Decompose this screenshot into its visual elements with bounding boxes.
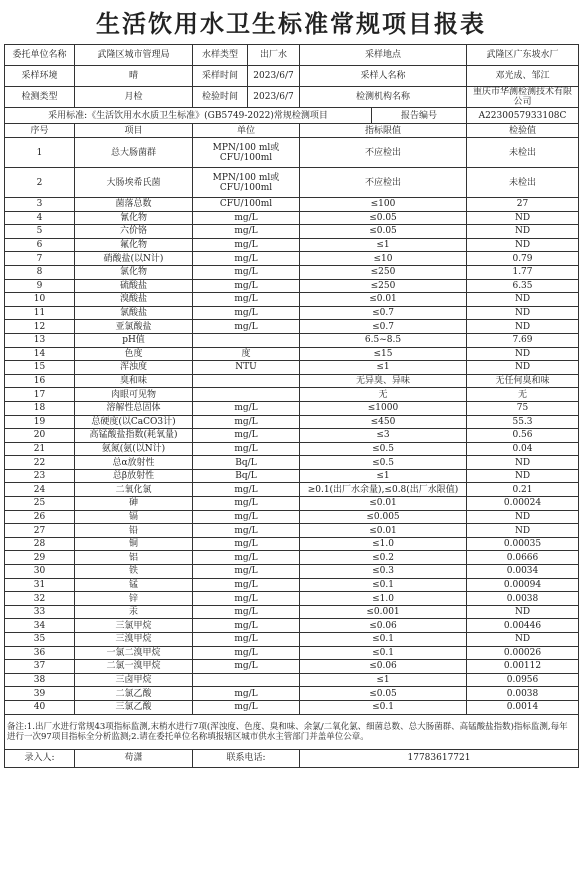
row-limit: ≤0.01	[300, 293, 467, 307]
row-no: 14	[5, 347, 75, 361]
table-row	[5, 401, 579, 415]
table-row	[5, 238, 579, 252]
testtime-value: 2023/6/7	[248, 87, 300, 108]
report-page	[4, 4, 578, 768]
row-value: 27	[467, 198, 579, 212]
phone-label: 联系电话:	[193, 749, 300, 767]
row-unit: NTU	[193, 361, 300, 375]
row-unit: mg/L	[193, 429, 300, 443]
table-row	[5, 700, 579, 714]
row-value: 未检出	[467, 168, 579, 198]
table-row	[5, 605, 579, 619]
col-value-header: 检验值	[467, 124, 579, 138]
row-unit: mg/L	[193, 279, 300, 293]
row-value: ND	[467, 510, 579, 524]
org-value: 重庆市华测检测技术有限公司	[467, 87, 579, 108]
col-unit-header: 单位	[193, 124, 300, 138]
row-item: 肉眼可见物	[75, 388, 193, 402]
row-limit: ≤0.01	[300, 497, 467, 511]
testtime-label: 检验时间	[193, 87, 248, 108]
row-item: 汞	[75, 605, 193, 619]
row-no: 17	[5, 388, 75, 402]
row-limit: ≤0.1	[300, 700, 467, 714]
row-value: ND	[467, 469, 579, 483]
row-value: ND	[467, 633, 579, 647]
row-unit: mg/L	[193, 646, 300, 660]
row-unit: mg/L	[193, 320, 300, 334]
table-row	[5, 646, 579, 660]
row-unit: mg/L	[193, 211, 300, 225]
col-limit-header: 指标限值	[300, 124, 467, 138]
col-item-header: 项目	[75, 124, 193, 138]
row-item: 亚氯酸盐	[75, 320, 193, 334]
table-row	[5, 320, 579, 334]
row-no: 4	[5, 211, 75, 225]
row-item: 臭和味	[75, 374, 193, 388]
row-value: 0.79	[467, 252, 579, 266]
row-limit: ≤0.005	[300, 510, 467, 524]
row-unit: mg/L	[193, 605, 300, 619]
row-value: 0.00026	[467, 646, 579, 660]
row-item: 溶解性总固体	[75, 401, 193, 415]
row-limit: ≤15	[300, 347, 467, 361]
row-unit: MPN/100 ml或CFU/100ml	[193, 138, 300, 168]
table-row	[5, 279, 579, 293]
row-limit: ≤250	[300, 265, 467, 279]
row-no: 39	[5, 687, 75, 701]
row-no: 23	[5, 469, 75, 483]
table-row	[5, 510, 579, 524]
row-value: 1.77	[467, 265, 579, 279]
row-limit: ≤0.06	[300, 619, 467, 633]
row-item: 三溴甲烷	[75, 633, 193, 647]
site-value: 武隆区广东坡水厂	[467, 45, 579, 66]
watertype-label: 水样类型	[193, 45, 248, 66]
row-item: 硝酸盐(以N计)	[75, 252, 193, 266]
row-item: 二氯乙酸	[75, 687, 193, 701]
row-no: 3	[5, 198, 75, 212]
table-row	[5, 469, 579, 483]
row-unit: mg/L	[193, 293, 300, 307]
row-unit: mg/L	[193, 252, 300, 266]
table-row	[5, 415, 579, 429]
row-unit: MPN/100 ml或CFU/100ml	[193, 168, 300, 198]
row-limit: ≤3	[300, 429, 467, 443]
row-no: 28	[5, 537, 75, 551]
table-row	[5, 524, 579, 538]
table-row	[5, 225, 579, 239]
row-no: 5	[5, 225, 75, 239]
row-item: 镉	[75, 510, 193, 524]
row-value: 0.0038	[467, 592, 579, 606]
row-no: 15	[5, 361, 75, 375]
row-no: 20	[5, 429, 75, 443]
row-limit: ≤0.1	[300, 633, 467, 647]
row-unit: 度	[193, 347, 300, 361]
table-row	[5, 293, 579, 307]
row-no: 11	[5, 306, 75, 320]
row-limit: ≤0.05	[300, 211, 467, 225]
row-value: 无	[467, 388, 579, 402]
row-no: 13	[5, 333, 75, 347]
row-item: 氯酸盐	[75, 306, 193, 320]
row-limit: ≤0.05	[300, 687, 467, 701]
row-limit: ≤1	[300, 673, 467, 687]
row-item: 菌落总数	[75, 198, 193, 212]
table-row	[5, 388, 579, 402]
row-value: ND	[467, 211, 579, 225]
row-value: ND	[467, 524, 579, 538]
row-limit: ≤0.2	[300, 551, 467, 565]
row-value: 0.00094	[467, 578, 579, 592]
row-limit: ≤1	[300, 361, 467, 375]
table-row	[5, 565, 579, 579]
row-unit: mg/L	[193, 537, 300, 551]
row-no: 35	[5, 633, 75, 647]
row-unit: mg/L	[193, 551, 300, 565]
col-no-header: 序号	[5, 124, 75, 138]
row-value: 0.00024	[467, 497, 579, 511]
row-unit: Bq/L	[193, 469, 300, 483]
row-value: ND	[467, 320, 579, 334]
row-value: ND	[467, 456, 579, 470]
row-item: 铜	[75, 537, 193, 551]
row-value: 0.0038	[467, 687, 579, 701]
row-unit: mg/L	[193, 700, 300, 714]
row-limit: ≤1	[300, 238, 467, 252]
row-unit: mg/L	[193, 633, 300, 647]
row-no: 29	[5, 551, 75, 565]
table-row	[5, 306, 579, 320]
report-value: A2230057933108C	[467, 108, 579, 124]
row-no: 21	[5, 442, 75, 456]
row-unit: mg/L	[193, 415, 300, 429]
table-row	[5, 429, 579, 443]
client-value: 武隆区城市管理局	[75, 45, 193, 66]
row-no: 32	[5, 592, 75, 606]
table-row	[5, 619, 579, 633]
row-unit: mg/L	[193, 524, 300, 538]
row-value: 0.00112	[467, 660, 579, 674]
row-value: 0.00446	[467, 619, 579, 633]
row-item: 三氯乙酸	[75, 700, 193, 714]
row-item: 总β放射性	[75, 469, 193, 483]
row-unit: mg/L	[193, 265, 300, 279]
row-item: 铅	[75, 524, 193, 538]
row-no: 9	[5, 279, 75, 293]
row-item: 总硬度(以CaCO3计)	[75, 415, 193, 429]
row-value: 0.0956	[467, 673, 579, 687]
row-unit: mg/L	[193, 660, 300, 674]
row-no: 7	[5, 252, 75, 266]
row-item: 二氧化氯	[75, 483, 193, 497]
row-no: 1	[5, 138, 75, 168]
row-no: 18	[5, 401, 75, 415]
standard-text: 采用标准:《生活饮用水水质卫生标准》(GB5749-2022)常规检测项目	[5, 108, 372, 124]
table-row	[5, 347, 579, 361]
row-unit: mg/L	[193, 578, 300, 592]
row-no: 24	[5, 483, 75, 497]
sampler-value: 邓光成、邹江	[467, 66, 579, 87]
row-no: 36	[5, 646, 75, 660]
row-limit: ≥0.1(出厂水余量),≤0.8(出厂水限值)	[300, 483, 467, 497]
row-limit: ≤0.01	[300, 524, 467, 538]
client-label: 委托单位名称	[5, 45, 75, 66]
row-value: 未检出	[467, 138, 579, 168]
row-limit: ≤0.06	[300, 660, 467, 674]
row-no: 16	[5, 374, 75, 388]
row-item: 色度	[75, 347, 193, 361]
testtype-label: 检测类型	[5, 87, 75, 108]
row-no: 38	[5, 673, 75, 687]
row-no: 6	[5, 238, 75, 252]
row-item: 锌	[75, 592, 193, 606]
row-no: 40	[5, 700, 75, 714]
row-item: 三卤甲烷	[75, 673, 193, 687]
row-item: 溴酸盐	[75, 293, 193, 307]
report-title: 生活饮用水卫生标准常规项目报表	[96, 10, 486, 38]
testtype-value: 月检	[75, 87, 193, 108]
table-row	[5, 551, 579, 565]
row-item: 总大肠菌群	[75, 138, 193, 168]
note-text: 备注:1.出厂水进行常规43项指标监测,末梢水进行7项(浑浊度、色度、臭和味、余氯/二氧化氯、细菌总数、总大肠菌群、高锰酸盐指数)指标监测,每年进行一次97项目指标全分析监测;2.请在委托单位名称填报辖区城市供水主管部门并盖单位公章。	[5, 714, 579, 749]
row-unit: mg/L	[193, 497, 300, 511]
row-no: 25	[5, 497, 75, 511]
row-value: 6.35	[467, 279, 579, 293]
row-limit: ≤0.05	[300, 225, 467, 239]
row-limit: 不应检出	[300, 168, 467, 198]
row-unit: Bq/L	[193, 456, 300, 470]
row-item: 浑浊度	[75, 361, 193, 375]
row-limit: 6.5~8.5	[300, 333, 467, 347]
row-unit: mg/L	[193, 687, 300, 701]
row-value: 0.0666	[467, 551, 579, 565]
row-no: 8	[5, 265, 75, 279]
row-item: 三氯甲烷	[75, 619, 193, 633]
table-row	[5, 198, 579, 212]
row-limit: 无异臭、异味	[300, 374, 467, 388]
row-item: 氟化物	[75, 238, 193, 252]
row-value: 75	[467, 401, 579, 415]
row-unit: mg/L	[193, 225, 300, 239]
row-unit: mg/L	[193, 619, 300, 633]
table-row	[5, 138, 579, 168]
row-limit: ≤1.0	[300, 537, 467, 551]
row-unit: mg/L	[193, 238, 300, 252]
report-label: 报告编号	[372, 108, 467, 124]
org-label: 检测机构名称	[300, 87, 467, 108]
row-no: 27	[5, 524, 75, 538]
row-value: 0.0034	[467, 565, 579, 579]
row-limit: 无	[300, 388, 467, 402]
row-limit: ≤1	[300, 469, 467, 483]
table-row	[5, 265, 579, 279]
row-value: 0.21	[467, 483, 579, 497]
row-value: ND	[467, 347, 579, 361]
row-item: 一氯二溴甲烷	[75, 646, 193, 660]
table-row	[5, 361, 579, 375]
row-unit	[193, 374, 300, 388]
row-value: ND	[467, 306, 579, 320]
row-item: 砷	[75, 497, 193, 511]
row-unit: mg/L	[193, 442, 300, 456]
row-unit	[193, 673, 300, 687]
table-row	[5, 633, 579, 647]
row-value: ND	[467, 605, 579, 619]
row-limit: ≤0.1	[300, 646, 467, 660]
row-value: 无任何臭和味	[467, 374, 579, 388]
table-row	[5, 673, 579, 687]
row-value: ND	[467, 238, 579, 252]
row-item: 氯化物	[75, 265, 193, 279]
row-no: 2	[5, 168, 75, 198]
row-item: 六价铬	[75, 225, 193, 239]
row-value: 55.3	[467, 415, 579, 429]
row-value: 0.00035	[467, 537, 579, 551]
row-limit: 不应检出	[300, 138, 467, 168]
table-row	[5, 333, 579, 347]
row-unit: mg/L	[193, 306, 300, 320]
table-row	[5, 660, 579, 674]
row-value: ND	[467, 293, 579, 307]
row-item: 高锰酸盐指数(耗氧量)	[75, 429, 193, 443]
env-value: 晴	[75, 66, 193, 87]
row-limit: ≤10	[300, 252, 467, 266]
row-no: 37	[5, 660, 75, 674]
row-item: 氨氮(氨(以N计)	[75, 442, 193, 456]
row-item: 硫酸盐	[75, 279, 193, 293]
row-item: 氰化物	[75, 211, 193, 225]
row-limit: ≤1.0	[300, 592, 467, 606]
row-limit: ≤0.1	[300, 578, 467, 592]
row-item: 铁	[75, 565, 193, 579]
entry-label: 录入人:	[5, 749, 75, 767]
row-limit: ≤0.001	[300, 605, 467, 619]
sampletime-label: 采样时间	[193, 66, 248, 87]
row-item: 铝	[75, 551, 193, 565]
row-no: 22	[5, 456, 75, 470]
table-row	[5, 168, 579, 198]
table-row	[5, 374, 579, 388]
row-limit: ≤0.5	[300, 442, 467, 456]
row-value: 0.56	[467, 429, 579, 443]
table-row	[5, 578, 579, 592]
row-unit: mg/L	[193, 483, 300, 497]
row-value: ND	[467, 225, 579, 239]
row-unit: mg/L	[193, 565, 300, 579]
row-limit: ≤100	[300, 198, 467, 212]
sampler-label: 采样人名称	[300, 66, 467, 87]
row-limit: ≤0.3	[300, 565, 467, 579]
row-value: 0.0014	[467, 700, 579, 714]
table-row	[5, 252, 579, 266]
table-row	[5, 211, 579, 225]
row-unit	[193, 388, 300, 402]
row-unit: mg/L	[193, 401, 300, 415]
row-value: 7.69	[467, 333, 579, 347]
table-row	[5, 456, 579, 470]
watertype-value: 出厂水	[248, 45, 300, 66]
phone-value: 17783617721	[300, 749, 579, 767]
row-no: 12	[5, 320, 75, 334]
row-item: 锰	[75, 578, 193, 592]
row-limit: ≤0.7	[300, 320, 467, 334]
row-unit	[193, 333, 300, 347]
row-no: 19	[5, 415, 75, 429]
table-row	[5, 442, 579, 456]
row-no: 34	[5, 619, 75, 633]
table-row	[5, 497, 579, 511]
row-item: pH值	[75, 333, 193, 347]
row-limit: ≤1000	[300, 401, 467, 415]
site-label: 采样地点	[300, 45, 467, 66]
row-limit: ≤450	[300, 415, 467, 429]
table-row	[5, 687, 579, 701]
row-no: 30	[5, 565, 75, 579]
row-item: 大肠埃希氏菌	[75, 168, 193, 198]
row-item: 总α放射性	[75, 456, 193, 470]
report-table	[4, 44, 579, 768]
row-value: ND	[467, 361, 579, 375]
sampletime-value: 2023/6/7	[248, 66, 300, 87]
row-no: 10	[5, 293, 75, 307]
row-limit: ≤0.5	[300, 456, 467, 470]
entry-value: 苟潇	[75, 749, 193, 767]
row-unit: mg/L	[193, 510, 300, 524]
table-row	[5, 483, 579, 497]
row-unit: CFU/100ml	[193, 198, 300, 212]
row-no: 31	[5, 578, 75, 592]
table-row	[5, 537, 579, 551]
row-unit: mg/L	[193, 592, 300, 606]
row-item: 二氯一溴甲烷	[75, 660, 193, 674]
table-row	[5, 592, 579, 606]
env-label: 采样环境	[5, 66, 75, 87]
row-value: 0.04	[467, 442, 579, 456]
row-limit: ≤250	[300, 279, 467, 293]
row-limit: ≤0.7	[300, 306, 467, 320]
row-no: 33	[5, 605, 75, 619]
row-no: 26	[5, 510, 75, 524]
